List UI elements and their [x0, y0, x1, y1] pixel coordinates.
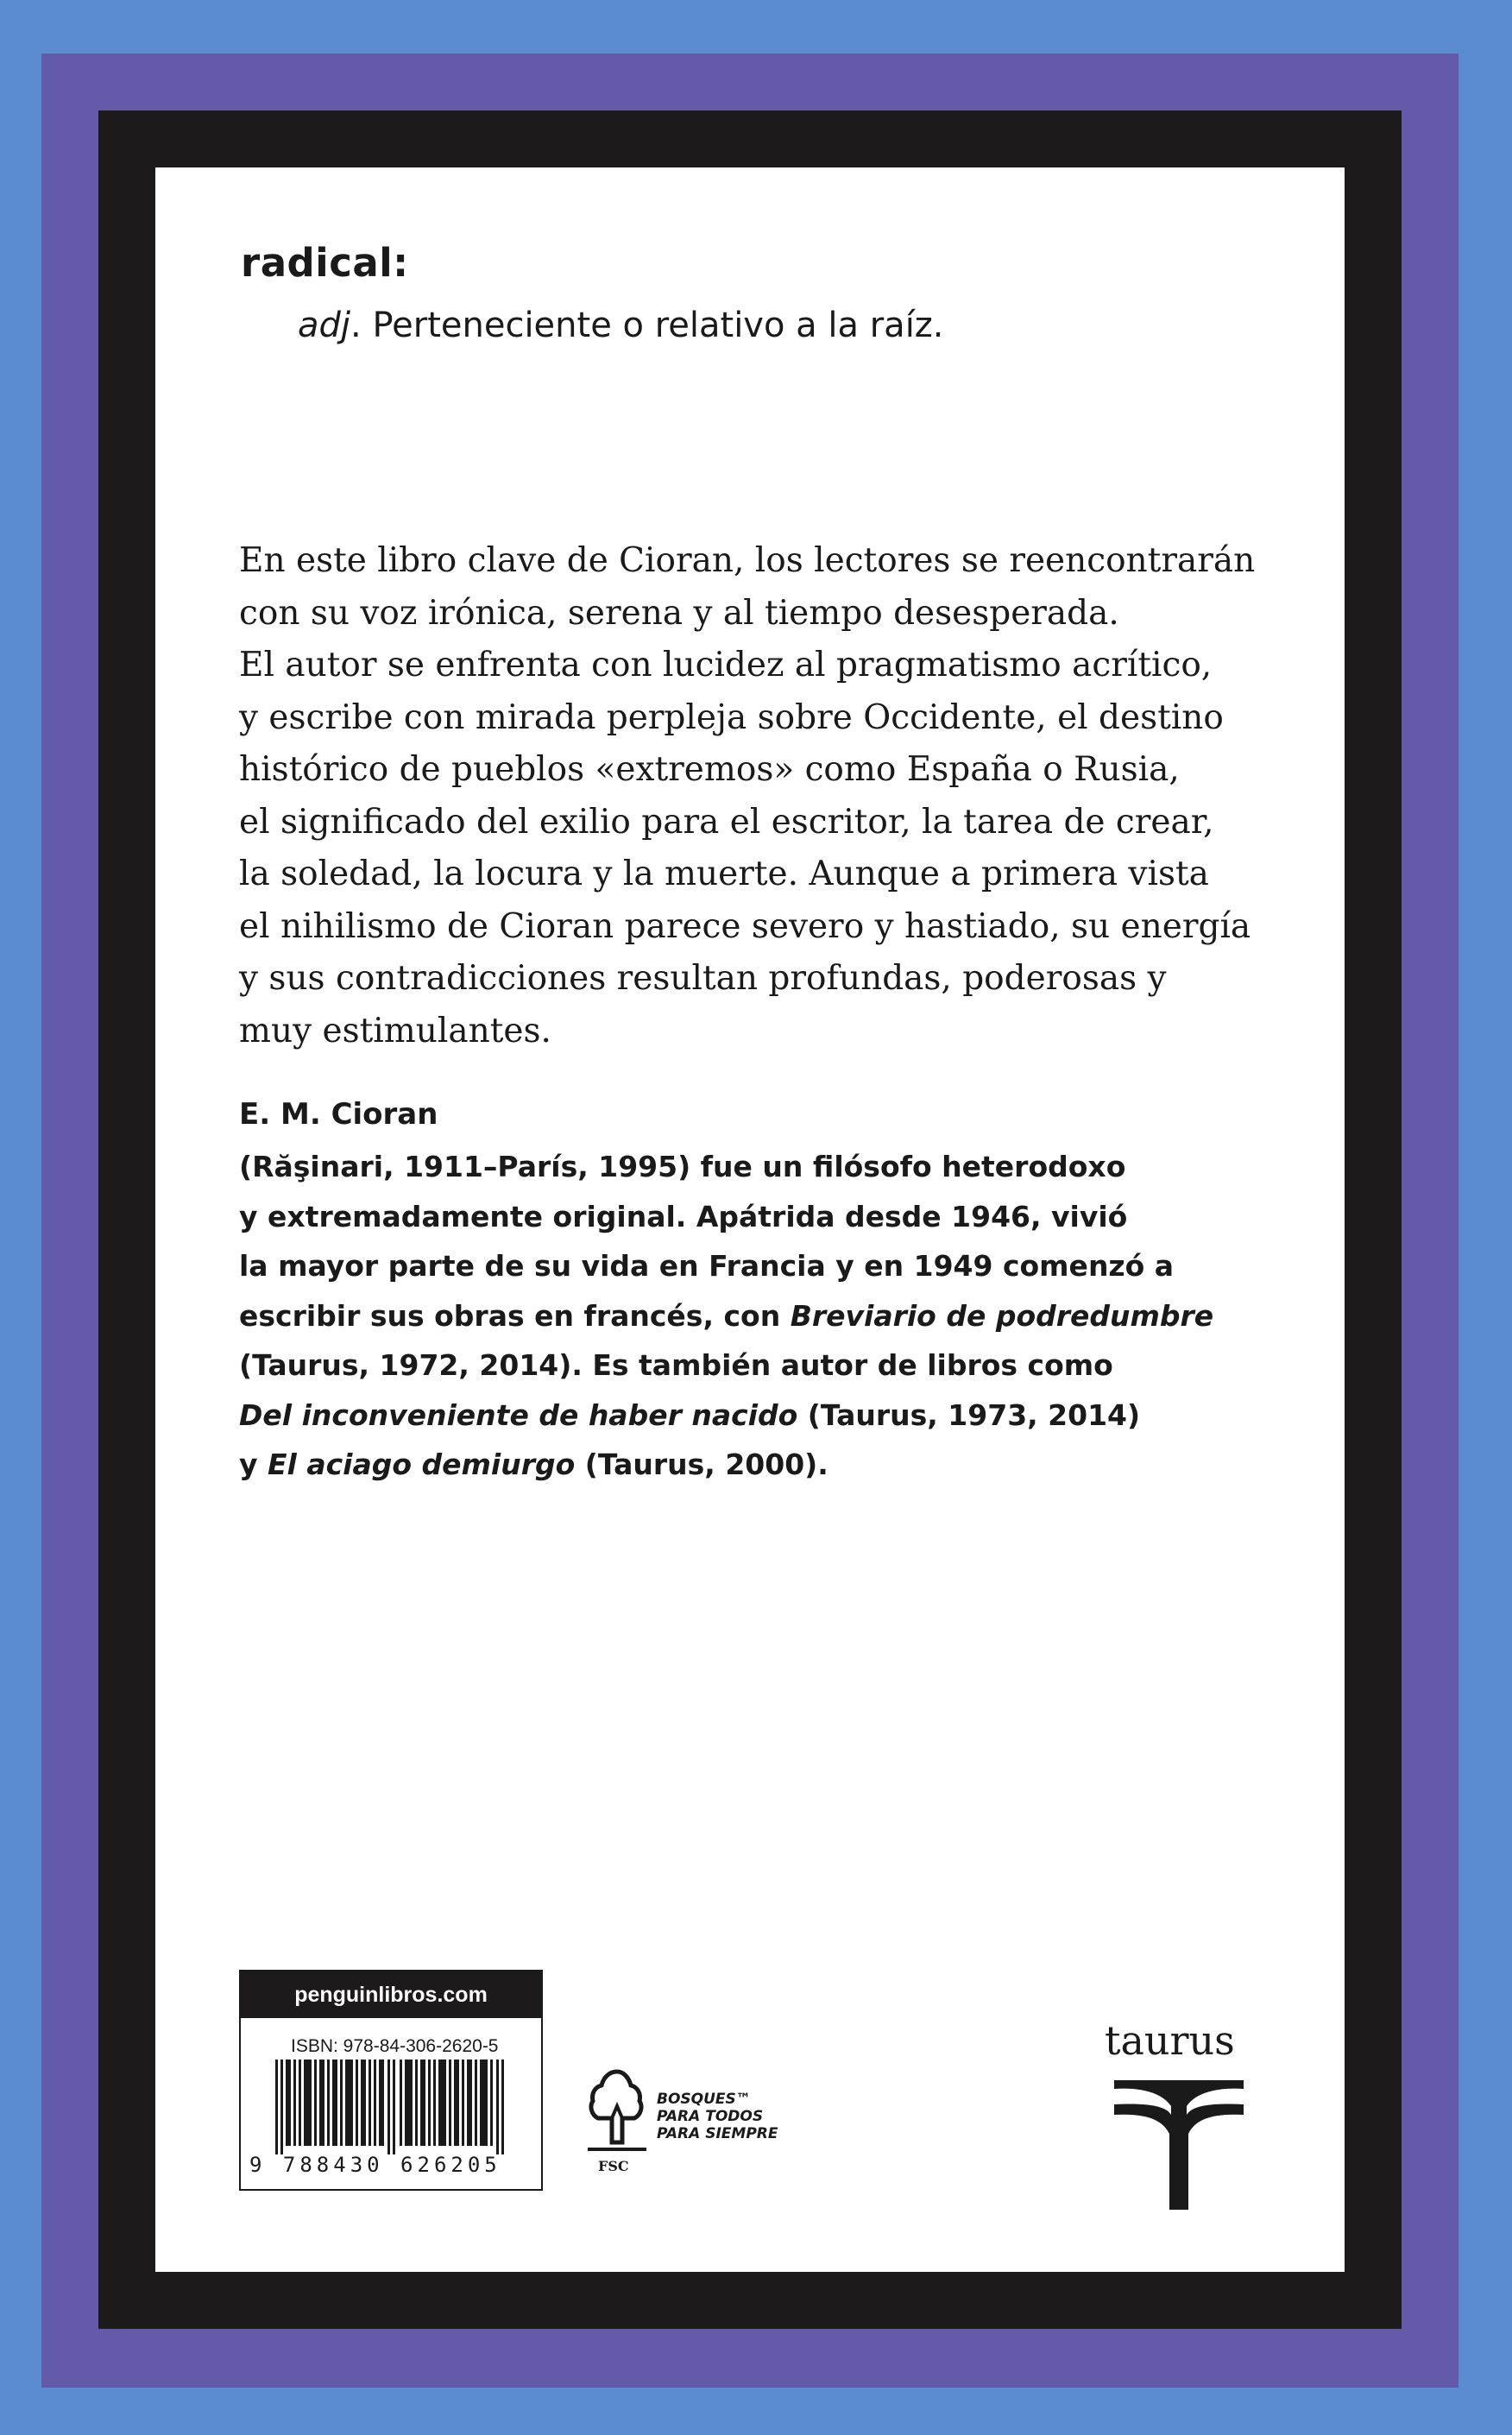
author-bio	[239, 1142, 1213, 1490]
book-title: Del inconveniente de haber nacido	[239, 1397, 798, 1432]
definition-meaning: . Perteneciente o relativo a la raíz.	[350, 306, 944, 345]
bio-line	[239, 1291, 1213, 1341]
blurb-line: con su voz irónica, serena y al tiempo desesperada.	[239, 593, 1119, 633]
tree-icon	[583, 2065, 652, 2155]
author-name: E. M. Cioran	[239, 1097, 438, 1132]
fsc-label: FSC	[598, 2158, 629, 2174]
bio-text: y	[239, 1448, 268, 1481]
definition-pos: adj	[298, 306, 351, 345]
blurb-line: el nihilismo de Cioran parece severo y hastiado, su energía	[239, 906, 1251, 946]
barcode-box	[239, 1970, 543, 2191]
fsc-line: PARA TODOS	[657, 2108, 764, 2125]
blurb-line: En este libro clave de Cioran, los lectores se reencontrarán	[239, 541, 1256, 580]
blurb-line: y sus contradicciones resultan profundas, poderosas y	[239, 959, 1167, 998]
bio-line	[239, 1391, 1213, 1441]
blurb-line: muy estimulantes.	[239, 1011, 551, 1050]
bio-line: la mayor parte de su vida en Francia y en 1949 comenzó a	[239, 1249, 1175, 1283]
book-title: El aciago demiurgo	[268, 1448, 576, 1481]
barcode-digits: 9 788430 626205	[249, 2153, 501, 2177]
taurus-t-logo	[1114, 2080, 1244, 2210]
bio-line: (Răşinari, 1911–París, 1995) fue un filósofo heterodoxo	[239, 1150, 1126, 1183]
bio-line: (Taurus, 1972, 2014). Es también autor de libros como	[239, 1348, 1113, 1382]
book-title: Breviario de podredumbre	[790, 1298, 1214, 1333]
fsc-line: PARA SIEMPRE	[657, 2125, 778, 2142]
bio-text: escribir sus obras en francés, con	[239, 1298, 791, 1333]
fsc-logo	[583, 2065, 807, 2194]
isbn-label: ISBN: 978-84-306-2620-5	[291, 2036, 499, 2056]
publisher-name: taurus	[1105, 2017, 1235, 2064]
bio-line: y extremadamente original. Apátrida desde 1946, vivió	[239, 1199, 1128, 1233]
bio-line	[239, 1440, 1213, 1490]
definition-line	[298, 306, 944, 345]
fsc-line: BOSQUES™	[657, 2091, 751, 2108]
bio-text: (Taurus, 1973, 2014)	[797, 1397, 1141, 1432]
blurb-line: y escribe con mirada perpleja sobre Occidente, el destino	[239, 697, 1224, 737]
blurb-line: el significado del exilio para el escritor, la tarea de crear,	[239, 802, 1214, 842]
blurb-paragraph	[239, 535, 1255, 1057]
blurb-line: histórico de pueblos «extremos» como España o Rusia,	[239, 750, 1180, 789]
blurb-line: El autor se enfrenta con lucidez al pragmatismo acrítico,	[239, 646, 1213, 684]
definition-term: radical:	[241, 240, 409, 286]
barcode-icon	[275, 2060, 510, 2154]
website-url: penguinlibros.com	[241, 1971, 541, 2018]
fsc-slogan	[657, 2091, 778, 2142]
blurb-line: la soledad, la locura y la muerte. Aunque a primera vista	[239, 855, 1209, 893]
bio-text: (Taurus, 2000).	[575, 1448, 828, 1481]
